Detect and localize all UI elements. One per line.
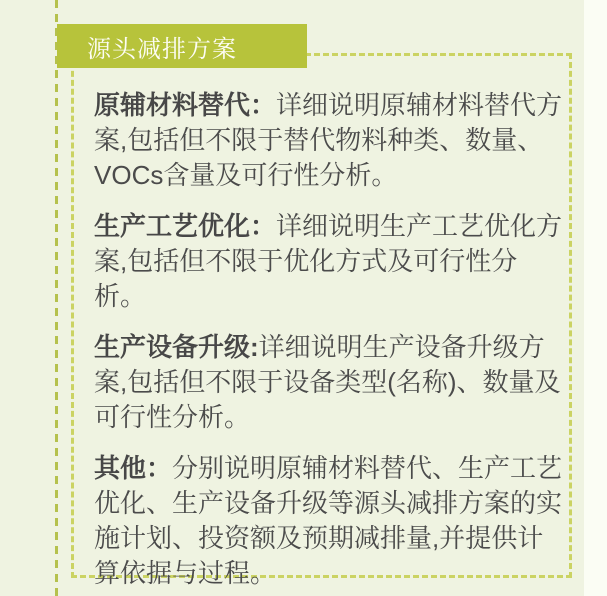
page-right-margin (584, 0, 607, 596)
section-body: 详细说明生产设备升级方案,包括但不限于设备类型(名称)、数量及可行性分析。 (94, 332, 561, 432)
section-process-optimization (94, 209, 566, 314)
section-title: 生产工艺优化： (94, 211, 277, 241)
section-badge-label: 源头减排方案 (87, 35, 237, 63)
section-title: 原辅材料替代： (94, 90, 277, 120)
section-title: 生产设备升级: (94, 332, 259, 362)
section-body: 分别说明原辅材料替代、生产工艺优化、生产设备升级等源头减排方案的实施计划、投资额及预期减排量,并提供计算依据与过程。 (94, 453, 563, 588)
section-other (94, 451, 566, 591)
content-panel (71, 53, 572, 588)
section-equipment-upgrade (94, 330, 566, 435)
section-title: 其他： (94, 453, 173, 483)
section-body: 详细说明原辅材料替代方案,包括但不限于替代物料种类、数量、VOCs含量及可行性分析。 (94, 90, 563, 190)
vertical-guide-dashed-line (55, 0, 58, 596)
section-body: 详细说明生产工艺优化方案,包括但不限于优化方式及可行性分析。 (94, 211, 563, 311)
section-raw-material-substitution (94, 88, 566, 193)
section-badge (57, 24, 307, 68)
